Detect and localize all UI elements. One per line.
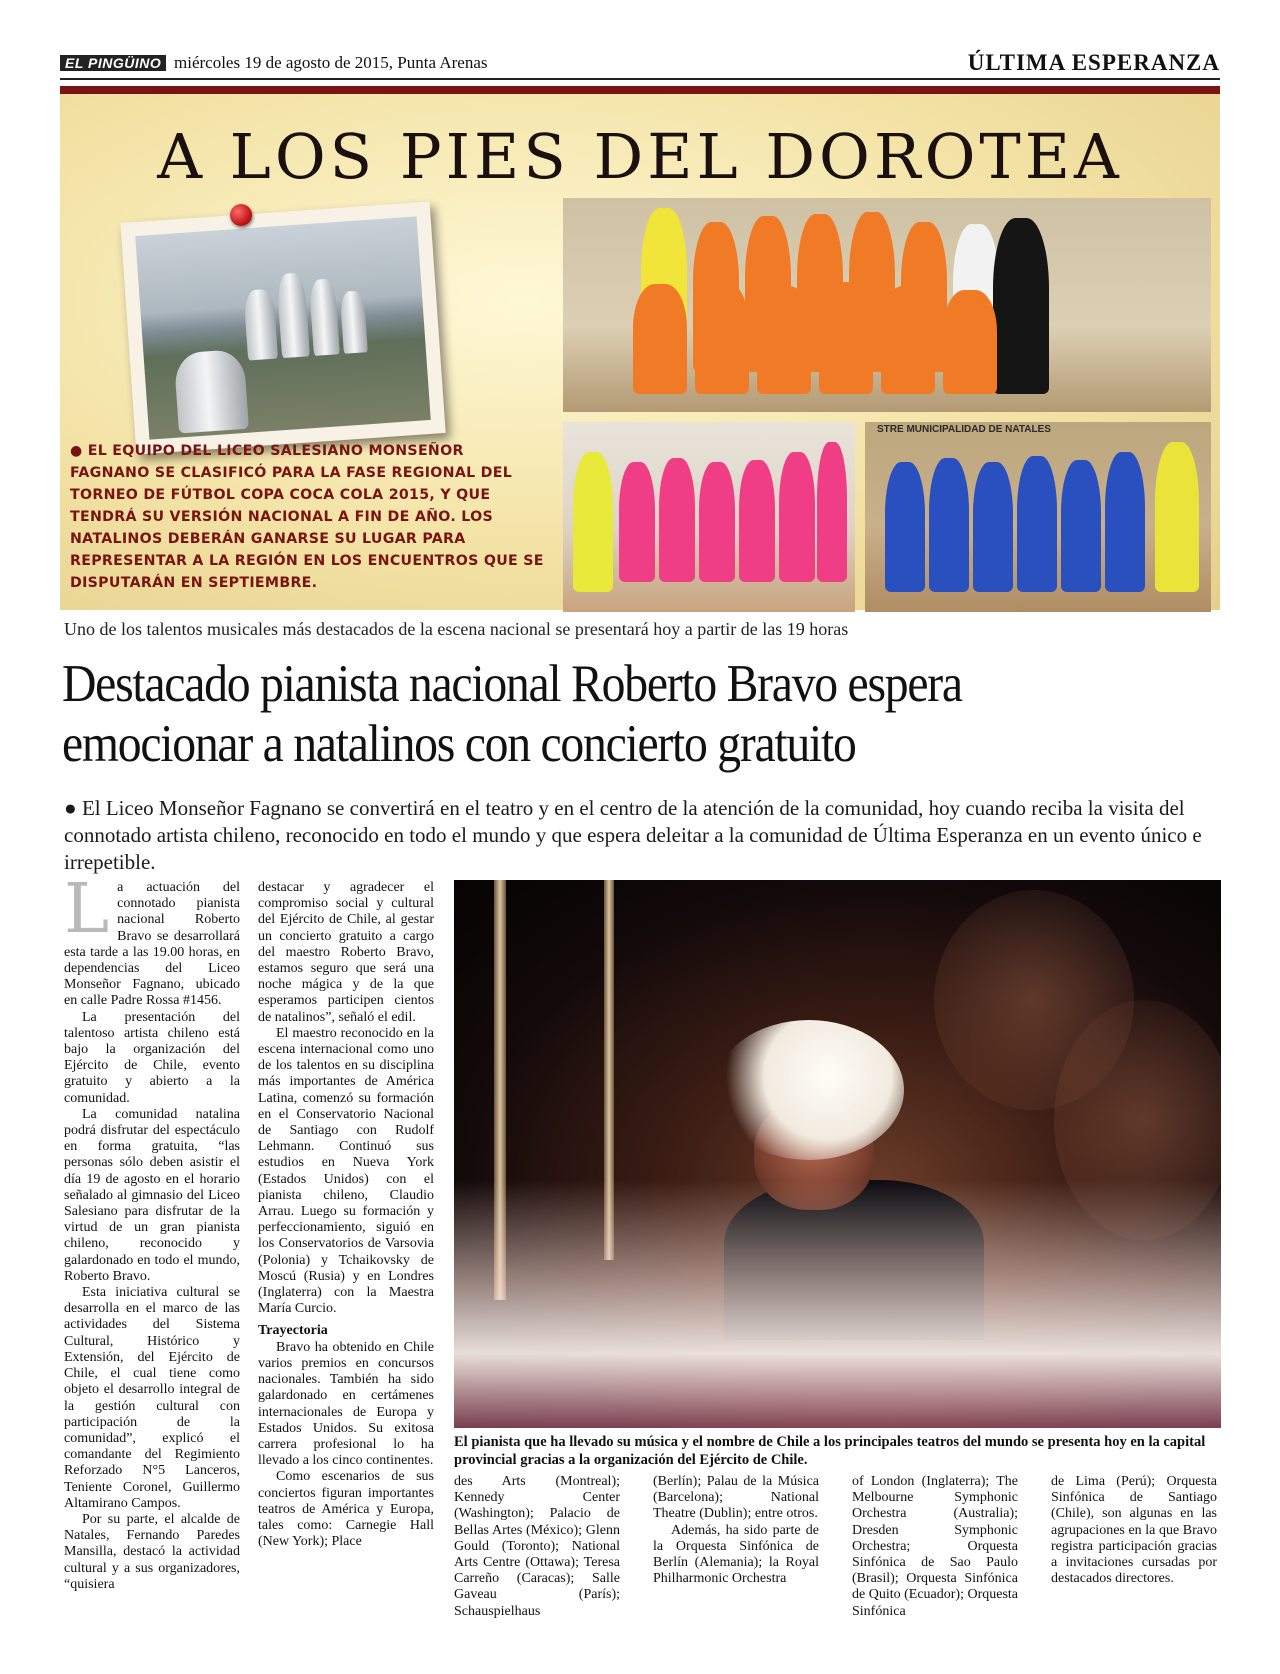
pianist-hair <box>714 1020 904 1160</box>
player-figure <box>943 290 997 394</box>
player-figure <box>739 460 775 582</box>
bullet-icon: ● <box>64 796 82 820</box>
paragraph: La comunidad natalina podrá disfrutar del espectáculo en forma gratuita, “las personas sólo deben asistir el día 19 de agosto en el horario señalado al gimnasio del Liceo Salesiano para disfrutar de la virtud de un gran pianista chileno, reconocido y galardonado en todo el mundo, Roberto Bravo. <box>64 1106 240 1284</box>
player-figure <box>1061 460 1101 592</box>
paragraph: La presentación del talentoso artista chileno está bajo la organización del Ejército de Chile, evento gratuito y abierto a la comunidad. <box>64 1009 240 1106</box>
photo-banner-text: STRE MUNICIPALIDAD DE NATALES <box>877 424 1051 435</box>
masthead <box>60 52 1220 76</box>
paragraph: Por su parte, el alcalde de Natales, Fernando Paredes Mansilla, destacó la actividad cultural y a sus organizadores, “quisiera <box>64 1511 240 1592</box>
pianist-photo <box>454 880 1221 1428</box>
section-title: ÚLTIMA ESPERANZA <box>967 50 1220 75</box>
pushpin-icon <box>230 204 252 226</box>
paragraph: de Lima (Perú); Orquesta Sinfónica de Santiago (Chile), son algunas en las agrupaciones en la que Bravo registra participación gracias a invitaciones cursadas por destacados directores. <box>1051 1474 1217 1587</box>
paragraph: a actuación del connotado pianista nacional Roberto Bravo se desarrollará esta tarde a las 19.00 horas, en dependencias del Liceo Monseñor Fagnano, ubicado en calle Padre Rossa #1456. <box>64 880 240 1009</box>
photo-caption: El pianista que ha llevado su música y el nombre de Chile a los principales teatros del mundo se presenta hoy en la capital provincial gracias a la organización del Ejército de Chile. <box>454 1434 1206 1468</box>
newspaper-logo: EL PINGÜINO <box>60 55 166 71</box>
drop-cap: L <box>64 870 110 949</box>
stone-finger <box>340 290 368 354</box>
stone-finger <box>243 289 278 361</box>
paragraph: destacar y agradecer el compromiso social y cultural del Ejército de Chile, al gestar un concierto gratuito a cargo del maestro Roberto Bravo, estamos seguro que será una noche mágica y de la que esperamos participen cientos de natalinos”, señaló el edil. <box>258 880 434 1025</box>
publication-date: miércoles 19 de agosto de 2015, Punta Arenas <box>174 53 488 72</box>
bottom-column-3 <box>852 1474 1018 1620</box>
player-figure <box>1017 456 1057 592</box>
article-column-1 <box>64 870 240 1593</box>
team-photo-main <box>563 198 1211 412</box>
team-photo-blue <box>865 422 1211 612</box>
paragraph: Además, ha sido parte de la Orquesta Sinfónica de Berlín (Alemania); la Royal Philharmonic Orchestra <box>653 1522 819 1587</box>
stone-finger <box>276 272 310 358</box>
article-kicker: Uno de los talentos musicales más destacados de la escena nacional se presentará hoy a partir de las 19 horas <box>64 619 849 639</box>
player-figure <box>633 284 687 394</box>
coach-figure <box>993 218 1049 394</box>
player-figure <box>929 458 969 592</box>
goalkeeper-figure <box>1155 442 1199 592</box>
player-figure <box>619 462 655 582</box>
stone-finger <box>174 349 249 434</box>
bottom-column-4 <box>1051 1474 1217 1587</box>
paragraph: Bravo ha obtenido en Chile varios premios en concursos nacionales. También ha sido galardonado en certámenes internacionales de Europa y Estados Unidos. Su exitosa carrera profesional lo ha llevado a los cinco continentes. <box>258 1339 434 1469</box>
paragraph: El maestro reconocido en la escena internacional como uno de los talentos en su disciplina más importantes de América Latina, comenzó su formación en el Conservatorio Nacional de Santiago con Rudolf Lehmann. Continuó sus estudios en Nueva York (Estados Unidos) con el pianista chileno, Claudio Arrau. Luego su formación y perfeccionamiento, siguió en los Conservatorios de Varsovia (Polonia) y Tchaikovsky de Moscú (Rusia) y en Londres (Inglaterra) con la Maestra María Curcio. <box>258 1025 434 1317</box>
player-figure <box>881 286 935 394</box>
player-figure <box>757 286 811 394</box>
article-subhead <box>64 795 1220 876</box>
bottom-column-1 <box>454 1474 620 1620</box>
player-figure <box>695 282 749 394</box>
player-figure <box>659 458 695 582</box>
section-subtitle: Trayectoria <box>258 1323 328 1339</box>
goalkeeper-figure <box>573 452 613 592</box>
headline-line-1: Destacado pianista nacional Roberto Bravo espera <box>62 655 962 713</box>
subhead-text: El Liceo Monseñor Fagnano se convertirá en el teatro y en el centro de la atención de la comunidad, hoy cuando reciba la visita del connotado artista chileno, reconocido en todo el mundo y que espera deleitar a la comunidad de Última Esperanza en un evento único e irrepetible. <box>64 796 1202 874</box>
piano-lid-reflection <box>454 1180 1221 1428</box>
header-rule <box>60 78 1220 80</box>
player-figure <box>973 462 1013 592</box>
feature-caption <box>70 440 548 594</box>
feature-caption-text: EL EQUIPO DEL LICEO SALESIANO MONSEÑOR FAGNANO SE CLASIFICÓ PARA LA FASE REGIONAL DEL TORNEO DE FÚTBOL COPA COCA COLA 2015, Y QUE TENDRÁ SU VERSIÓN NACIONAL A FIN DE AÑO. LOS NATALINOS DEBERÁN GANARSE SU LUGAR PARA REPRESENTAR A LA REGIÓN EN LOS ENCUENTROS QUE SE DISPUTARÁN EN SEPTIEMBRE. <box>70 443 544 591</box>
paragraph: of London (Inglaterra); The Melbourne Symphonic Orchestra (Australia); Dresden Symphonic Orchestra; Orquesta Sinfónica de Sao Paulo (Brasil); Orquesta Sinfónica de Quito (Ecuador); Orquesta Sinfónica <box>852 1474 1018 1619</box>
feature-title: A LOS PIES DEL DOROTEA <box>157 120 1123 193</box>
headline-line-2: emocionar a natalinos con concierto gratuito <box>62 715 856 773</box>
player-figure <box>885 462 925 592</box>
paragraph: (Berlín); Palau de la Música (Barcelona); National Theatre (Dublin); entre otros. <box>653 1474 819 1522</box>
player-figure <box>817 442 847 582</box>
feature-box <box>60 86 1220 610</box>
player-figure <box>1105 452 1145 592</box>
monument-photo-frame <box>120 201 445 454</box>
monument-photo <box>135 216 431 439</box>
player-figure <box>819 282 873 394</box>
stone-finger <box>309 278 340 356</box>
paragraph: Esta iniciativa cultural se desarrolla en el marco de las actividades del Sistema Cultural, Histórico y Extensión, del Ejército de Chile, el cual tiene como objeto el desarrollo integral de la gestión cultural con participación de la comunidad”, explicó el comandante del Regimiento Reforzado N°5 Lanceros, Teniente Coronel, Guillermo Altamirano Campos. <box>64 1285 240 1511</box>
article-column-2 <box>258 880 434 1550</box>
player-figure <box>779 452 815 582</box>
bullet-icon: ● <box>70 443 88 459</box>
team-photo-pink <box>563 422 855 612</box>
player-figure <box>699 462 735 582</box>
article-headline <box>62 654 1106 774</box>
bottom-column-2 <box>653 1474 819 1587</box>
paragraph: Como escenarios de sus conciertos figuran importantes teatros de América y Europa, tales como: Carnegie Hall (New York); Place <box>258 1469 434 1550</box>
paragraph: des Arts (Montreal); Kennedy Center (Washington); Palacio de Bellas Artes (México); Glenn Gould (Toronto); National Arts Centre (Ottawa); Teresa Carreño (Caracas); Salle Gaveau (París); Schauspielhaus <box>454 1474 620 1619</box>
